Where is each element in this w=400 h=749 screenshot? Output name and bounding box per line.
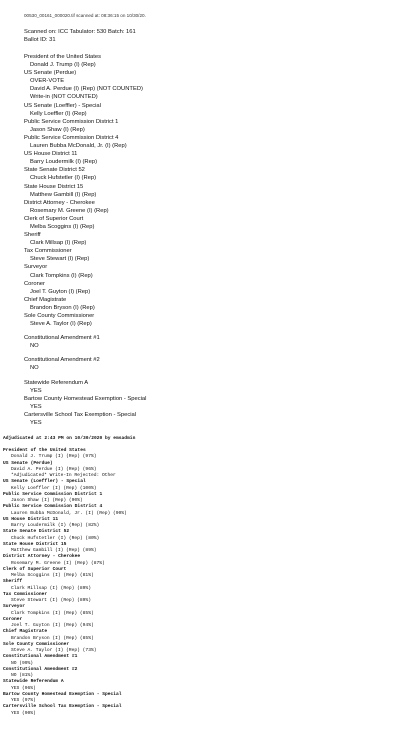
- race-selection: Chuck Hufstetler (I) (Rep): [30, 175, 97, 182]
- scan-info-line: Scanned on: ICC Tabulator: 530 Batch: 161: [24, 29, 136, 35]
- race-title: Public Service Commission District 4: [24, 134, 119, 141]
- race-selection: Chuck Hufstetler (I) (Rep) (80%): [11, 535, 100, 541]
- race-selection: Steve A. Taylor (I) (Rep): [30, 321, 92, 328]
- race-selection: YES (96%): [11, 685, 36, 691]
- race-title: State House District 15: [3, 541, 67, 547]
- race-title: Bartow County Homestead Exemption - Special: [3, 691, 122, 697]
- race-selection: Clark Tompkins (I) (Rep): [30, 272, 93, 279]
- race-title: Statewide Referendum A: [3, 679, 64, 685]
- race-selection: Clark Millsap (I) (Rep) (89%): [11, 585, 91, 591]
- race-selection: Kelly Loeffler (I) (Rep) (100%): [11, 485, 97, 491]
- race-title: State Senate District 52: [24, 167, 85, 174]
- race-title: Cartersville School Tax Exemption - Special: [3, 704, 122, 710]
- race-selection: YES: [30, 387, 42, 394]
- race-title: Coroner: [3, 616, 23, 622]
- race-title: State Senate District 52: [3, 529, 70, 535]
- race-title: Tax Commissioner: [24, 248, 72, 255]
- race-title: US Senate (Loeffler) - Special: [24, 102, 101, 109]
- race-selection: Matthew Gambill (I) (Rep): [30, 191, 97, 198]
- race-title: Coroner: [24, 280, 45, 287]
- adjudication-line: Adjudicated at 2:43 PM on 10/30/2020 by emsadmin: [3, 436, 136, 441]
- race-title: Statewide Referendum A: [24, 379, 89, 386]
- race-selection: David A. Perdue (I) (Rep) (NOT COUNTED): [30, 86, 143, 93]
- race-selection: YES: [30, 420, 42, 427]
- race-title: US Senate (Perdue): [24, 70, 77, 77]
- race-selection: *Adjudicated* Write-In Rejected: Other: [11, 473, 116, 478]
- scan-header: 00530_00161_000020.tif scanned at: 08:36:15 on 10/30/20.: [24, 13, 146, 18]
- race-selection: Steve A. Taylor (I) (Rep) (73%): [11, 648, 97, 653]
- race-title: President of the United States: [3, 448, 86, 453]
- race-selection: Barry Loudermilk (I) (Rep): [30, 159, 98, 166]
- race-title: Constitutional Amendment #1: [3, 654, 78, 660]
- race-selection: YES (97%): [11, 698, 36, 703]
- race-title: Clerk of Superior Court: [3, 566, 67, 572]
- race-selection: Brandon Bryson (I) (Rep) (85%): [11, 635, 94, 641]
- race-selection: Clark Millsap (I) (Rep): [30, 240, 87, 247]
- race-title: Constitutional Amendment #2: [3, 666, 78, 672]
- race-title: Cartersville School Tax Exemption - Special: [24, 411, 137, 418]
- race-title: Sole County Commissioner: [3, 641, 70, 647]
- race-selection: NO (81%): [11, 673, 34, 678]
- race-title: US Senate (Perdue): [3, 460, 53, 466]
- race-title: Sheriff: [24, 232, 41, 239]
- race-selection: NO: [30, 365, 39, 372]
- race-title: Bartow County Homestead Exemption - Special: [24, 395, 147, 402]
- race-selection: Jason Shaw (I) (Rep) (90%): [11, 498, 83, 503]
- race-selection: Write-in (NOT COUNTED): [30, 94, 98, 101]
- race-selection: NO: [30, 343, 39, 350]
- race-selection: Steve Stewart (I) (Rep): [30, 256, 90, 263]
- race-title: US Senate (Loeffler) - Special: [3, 479, 86, 485]
- race-title: Chief Magistrate: [3, 629, 48, 635]
- race-selection: David A. Perdue (I) (Rep) (96%): [11, 466, 97, 472]
- race-selection: OVER-VOTE: [30, 78, 65, 85]
- race-title: Public Service Commission District 1: [3, 491, 103, 497]
- race-selection: Melba Scoggins (I) (Rep) (81%): [11, 573, 94, 578]
- race-selection: Brandon Bryson (I) (Rep): [30, 304, 95, 311]
- race-title: Public Service Commission District 1: [24, 118, 119, 125]
- race-selection: Barry Loudermilk (I) (Rep) (82%): [11, 523, 100, 528]
- race-selection: Rosemary M. Greene (I) (Rep): [30, 207, 109, 214]
- race-title: Clerk of Superior Court: [24, 215, 84, 222]
- race-title: Surveyor: [3, 604, 26, 610]
- race-title: Constitutional Amendment #2: [24, 357, 100, 364]
- audit-selections: [3, 448, 127, 717]
- race-title: Sole County Commissioner: [24, 313, 95, 319]
- race-selection: YES (90%): [11, 710, 36, 716]
- race-title: US House District 11: [24, 151, 78, 158]
- race-selection: Kelly Loeffler (I) (Rep): [30, 110, 87, 117]
- race-selection: Jason Shaw (I) (Rep): [30, 126, 85, 133]
- race-selection: Joel T. Guyton (I) (Rep) (94%): [11, 623, 94, 628]
- ballot-id-line: Ballot ID: 31: [24, 37, 56, 43]
- race-title: President of the United States: [24, 54, 102, 60]
- race-selection: Donald J. Trump (I) (Rep): [30, 62, 96, 69]
- ballot-selections: [24, 53, 146, 427]
- race-selection: Matthew Gambill (I) (Rep) (89%): [11, 548, 97, 553]
- race-title: US House District 11: [3, 516, 59, 522]
- race-title: Constitutional Amendment #1: [24, 335, 100, 342]
- race-selection: Clark Tompkins (I) (Rep) (85%): [11, 610, 94, 616]
- race-selection: Lauren Bubba McDonald, Jr. (I) (Rep): [30, 143, 127, 150]
- race-selection: YES: [30, 403, 42, 410]
- race-title: Tax Commissioner: [3, 591, 48, 597]
- race-title: District Attorney - Cherokee: [24, 199, 95, 206]
- race-title: Sheriff: [3, 579, 23, 585]
- race-selection: Joel T. Guyton (I) (Rep): [30, 288, 91, 295]
- race-title: Chief Magistrate: [24, 296, 67, 303]
- race-title: District Attorney - Cherokee: [3, 554, 81, 560]
- race-selection: Steve Stewart (I) (Rep) (89%): [11, 598, 91, 603]
- race-selection: Rosemary M. Greene (I) (Rep) (87%): [11, 560, 105, 566]
- race-title: Surveyor: [24, 264, 48, 271]
- race-selection: NO (99%): [11, 660, 34, 666]
- race-title: Public Service Commission District 4: [3, 504, 103, 510]
- race-selection: Lauren Bubba McDonald, Jr. (I) (Rep) (90%): [11, 510, 127, 516]
- race-selection: Melba Scoggins (I) (Rep): [30, 223, 95, 230]
- scan-info: [24, 28, 136, 44]
- race-title: State House District 15: [24, 183, 84, 190]
- race-selection: Donald J. Trump (I) (Rep) (97%): [11, 454, 97, 460]
